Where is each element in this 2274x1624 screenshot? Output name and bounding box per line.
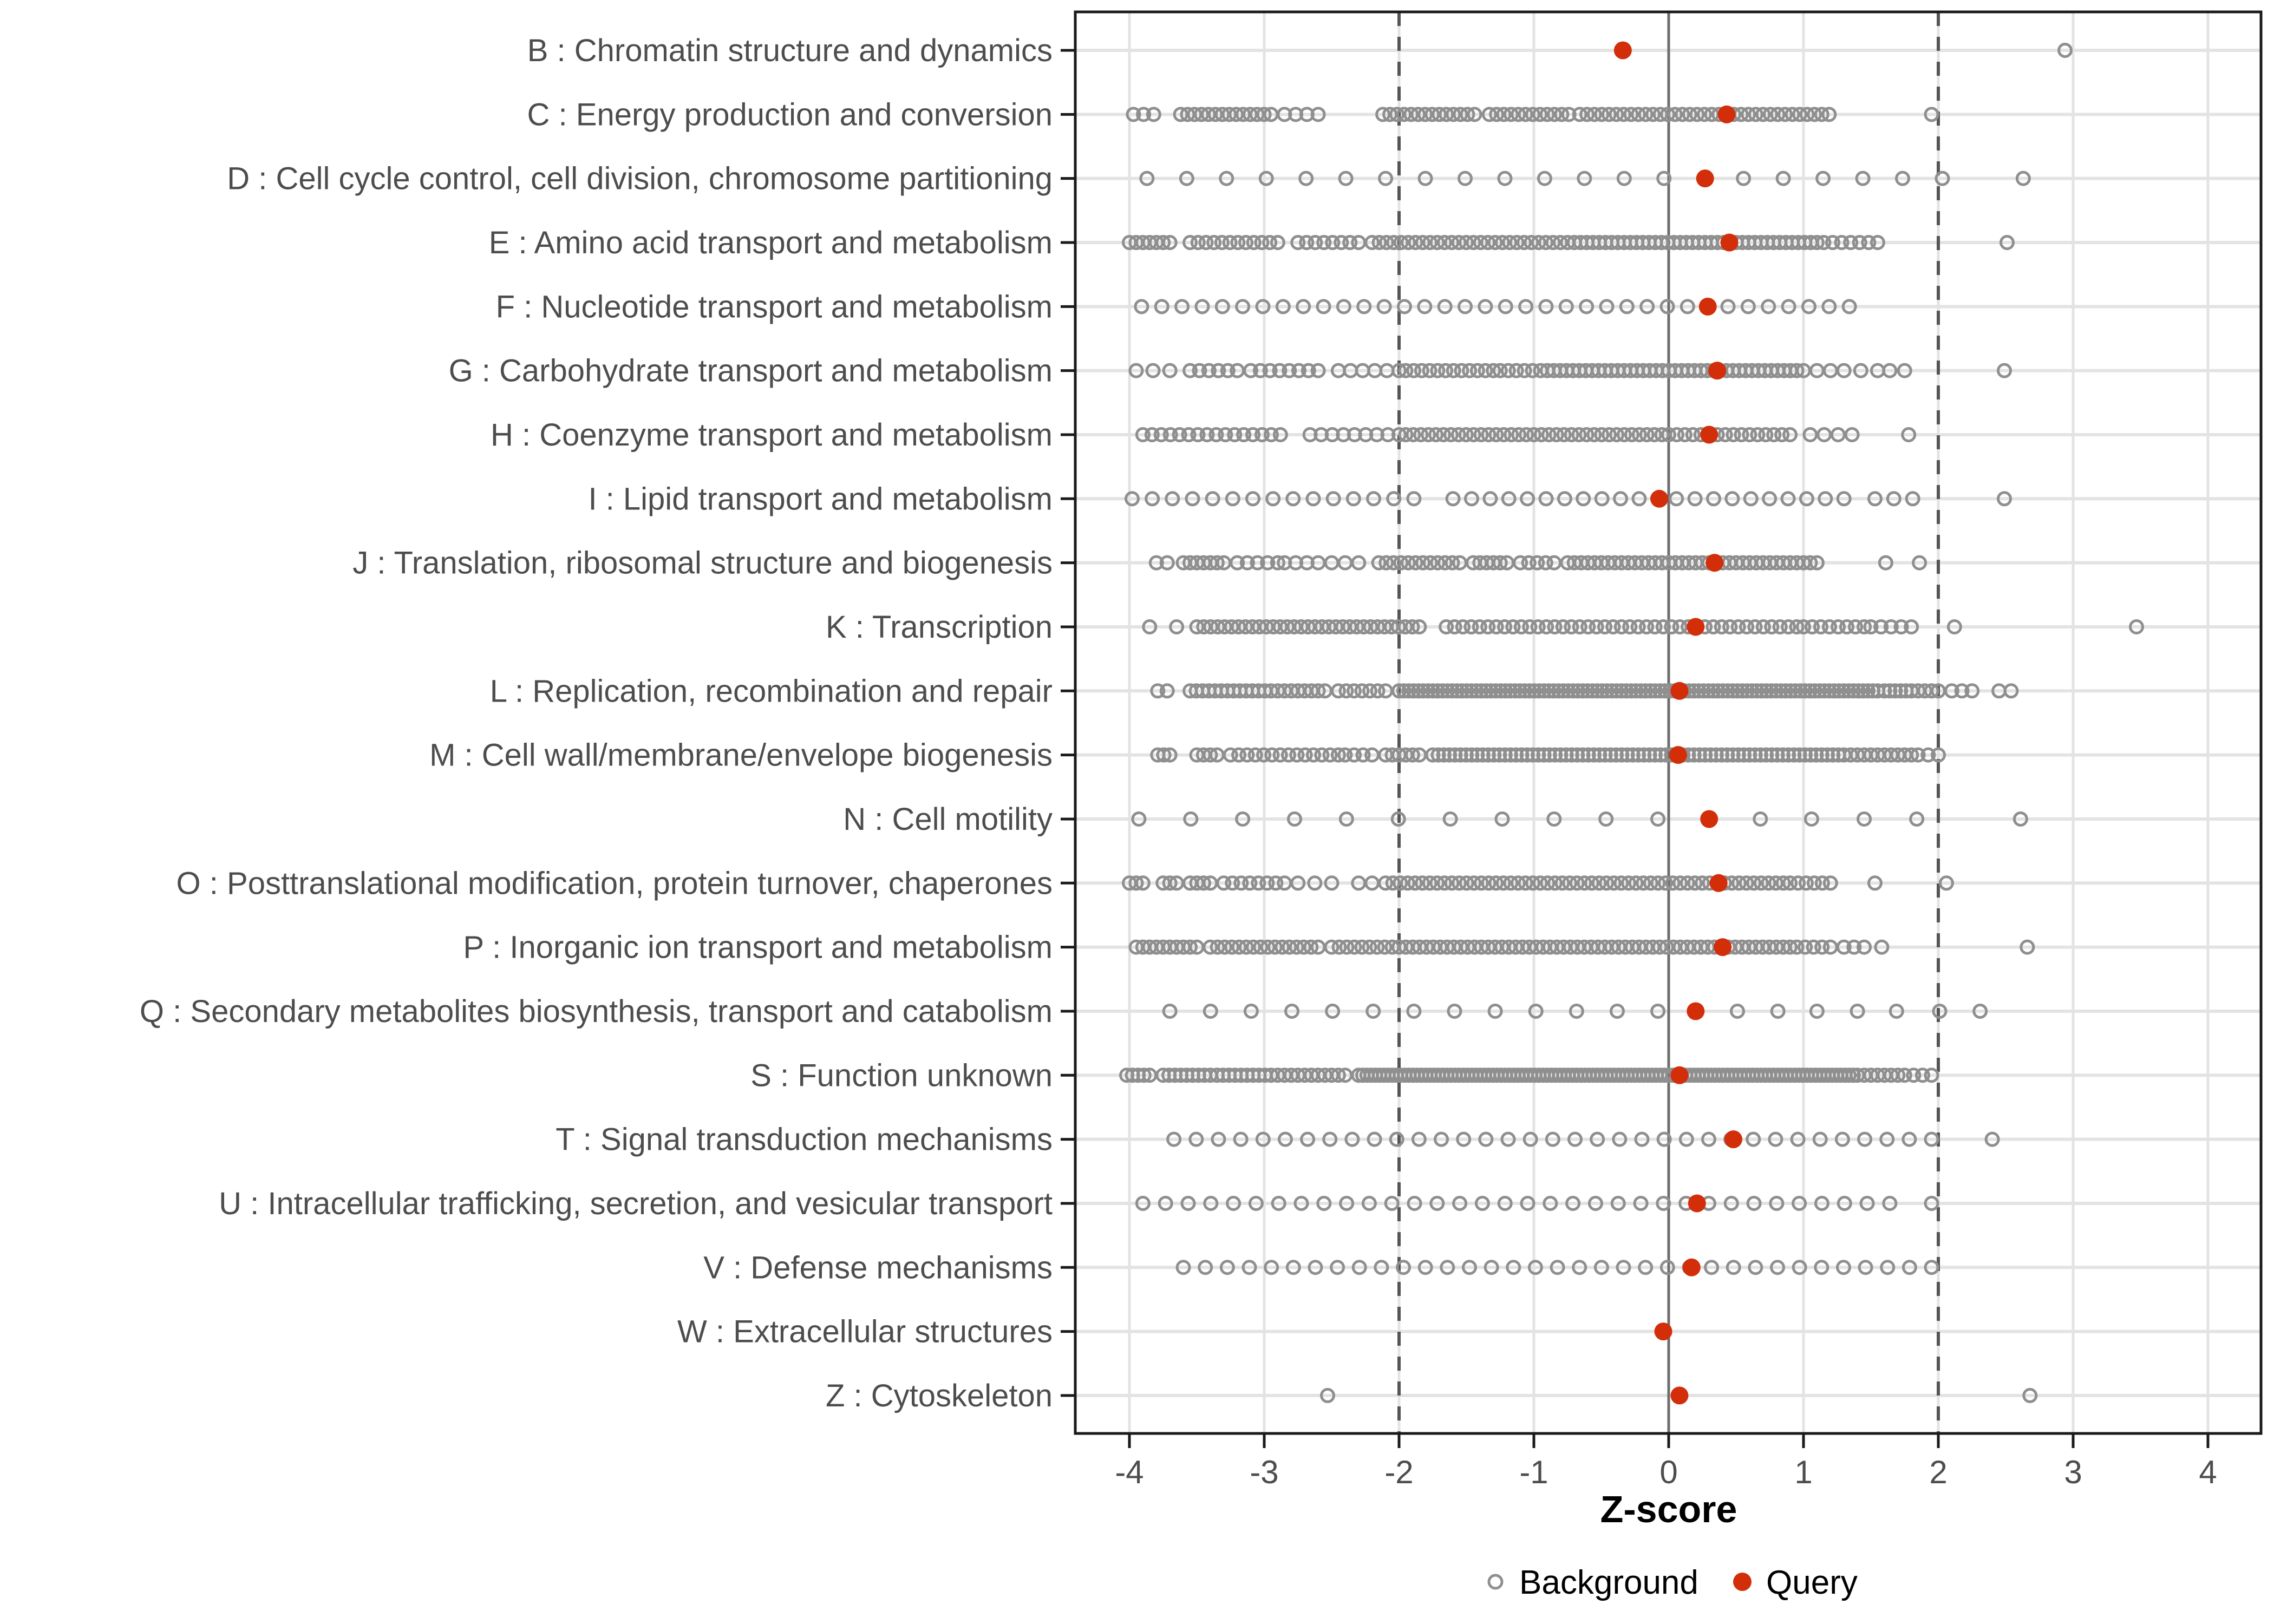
legend-background-marker (1489, 1575, 1502, 1588)
query-point (1699, 298, 1717, 316)
category-label: L : Replication, recombination and repair (489, 673, 1053, 709)
category-label: J : Translation, ribosomal structure and biogenesis (352, 545, 1053, 581)
x-axis-title: Z-score (1600, 1488, 1737, 1530)
query-point (1708, 362, 1726, 379)
legend-query-label: Query (1766, 1564, 1858, 1601)
category-label: C : Energy production and conversion (527, 97, 1053, 133)
query-point (1718, 106, 1736, 123)
query-point (1687, 1002, 1704, 1020)
query-point (1696, 169, 1714, 187)
category-label: W : Extracellular structures (677, 1314, 1053, 1350)
category-label: M : Cell wall/membrane/envelope biogenesis (429, 737, 1053, 773)
legend-background-label: Background (1519, 1564, 1698, 1601)
query-point (1700, 810, 1718, 828)
category-label: S : Function unknown (750, 1058, 1053, 1093)
query-point (1700, 425, 1718, 443)
reference-lines (1399, 12, 1938, 1433)
x-tick-label: -1 (1519, 1454, 1548, 1490)
query-point (1721, 233, 1739, 251)
query-point (1670, 1066, 1688, 1084)
category-label: T : Signal transduction mechanisms (556, 1122, 1053, 1157)
category-row-O (1123, 874, 1953, 892)
query-point (1669, 746, 1687, 764)
category-row-M (1152, 746, 1945, 764)
category-label: Q : Secondary metabolites biosynthesis, transport and catabolism (139, 993, 1053, 1029)
y-axis (140, 33, 1075, 1413)
x-tick-label: -2 (1384, 1454, 1414, 1490)
x-tick-label: 3 (2064, 1454, 2082, 1490)
query-point (1614, 42, 1632, 60)
x-axis (1115, 1433, 2217, 1490)
category-row-W (1655, 1322, 1672, 1340)
x-tick-label: 2 (1929, 1454, 1948, 1490)
category-label: B : Chromatin structure and dynamics (527, 33, 1053, 68)
legend (1489, 1564, 1858, 1601)
query-point (1706, 554, 1723, 572)
query-point (1710, 874, 1728, 892)
query-point (1724, 1130, 1742, 1148)
points-layer (1121, 42, 2143, 1405)
category-label: P : Inorganic ion transport and metabolism (463, 929, 1053, 965)
category-label: H : Coenzyme transport and metabolism (491, 417, 1053, 453)
query-point (1714, 938, 1731, 956)
x-tick-label: 4 (2199, 1454, 2217, 1490)
category-label: O : Posttranslational modification, protein turnover, chaperones (176, 866, 1053, 901)
x-tick-label: -4 (1115, 1454, 1144, 1490)
query-point (1670, 682, 1688, 700)
category-label: N : Cell motility (843, 801, 1053, 837)
query-point (1687, 618, 1704, 636)
category-row-C (1127, 106, 1938, 123)
query-point (1683, 1259, 1701, 1276)
category-label: V : Defense mechanisms (703, 1250, 1053, 1286)
x-tick-label: 0 (1659, 1454, 1678, 1490)
category-label: K : Transcription (825, 609, 1053, 645)
x-tick-label: 1 (1794, 1454, 1813, 1490)
query-point (1670, 1386, 1688, 1404)
category-label: U : Intracellular trafficking, secretion, and vesicular transport (219, 1186, 1053, 1221)
query-point (1650, 490, 1668, 508)
x-tick-label: -3 (1250, 1454, 1279, 1490)
category-label: I : Lipid transport and metabolism (588, 481, 1053, 517)
category-label: E : Amino acid transport and metabolism (488, 225, 1053, 260)
category-label: Z : Cytoskeleton (825, 1378, 1053, 1413)
category-label: D : Cell cycle control, cell division, chromosome partitioning (227, 161, 1053, 197)
legend-query-marker (1733, 1573, 1752, 1591)
query-point (1655, 1322, 1672, 1340)
category-label: G : Carbohydrate transport and metabolism (448, 353, 1053, 389)
query-point (1688, 1194, 1706, 1212)
category-label: F : Nucleotide transport and metabolism (495, 289, 1053, 325)
